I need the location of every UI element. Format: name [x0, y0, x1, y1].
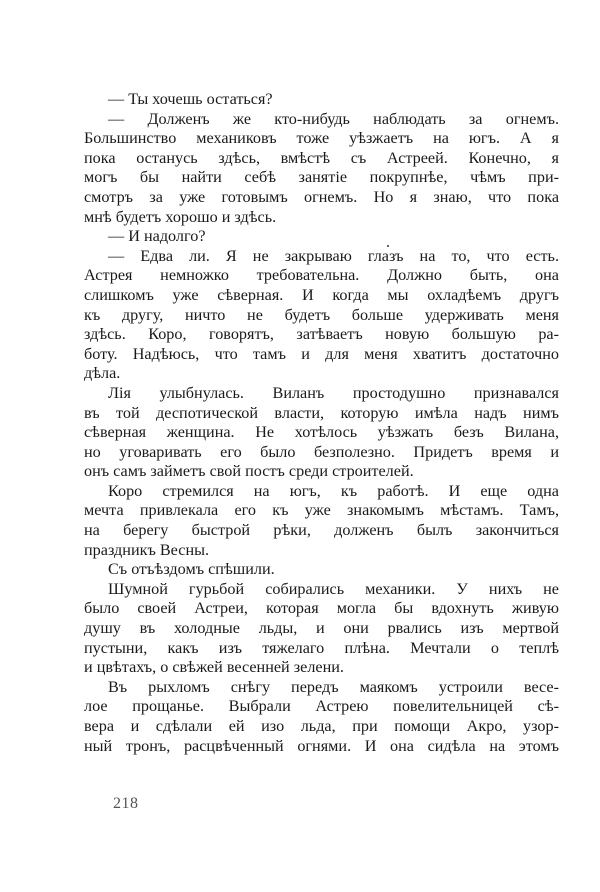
text-line: пустыни, какъ изъ тяжелаго плѣна. Мечтали о теплѣ: [84, 638, 559, 657]
text-line: вера и сдѣлали ей изо льда, при помощи Акро, узор-: [84, 717, 559, 735]
text-line: но уговаривать его было безполезно. Придетъ время и: [84, 442, 559, 461]
text-line: Большинство механиковъ тоже уѣзжаетъ на югъ. А я: [84, 129, 559, 148]
text-line: дѣла.: [84, 364, 121, 383]
text-line: Лія улыбнулась. Виланъ простодушно признавался: [108, 383, 559, 402]
text-line: и цвѣтахъ, о свѣжей весенней зелени.: [84, 658, 344, 677]
text-line: въ той деспотической власти, которую имѣла надъ нимъ: [84, 403, 559, 422]
text-line: смотръ за уже готовымъ огнемъ. Но я знаю, что пока: [84, 187, 559, 206]
page-number: 218: [113, 795, 139, 812]
text-line: — И надолго?: [108, 227, 206, 246]
text-line: — Долженъ же кто-нибудь наблюдать за огнемъ.: [108, 109, 559, 128]
text-line: праздникъ Весны.: [84, 540, 210, 559]
text-line: было своей Астреи, которая могла бы вдохнуть живую: [84, 599, 559, 618]
text-line: лое прощанье. Выбрали Астрею повелительницей сѣ-: [84, 697, 559, 716]
text-line: мечта привлекала его къ уже знакомымъ мѣстамъ. Тамъ,: [84, 501, 559, 520]
text-line: Шумной гурьбой собирались механики. У нихъ не: [108, 579, 559, 598]
text-line: — Ты хочешь остаться?: [108, 90, 273, 108]
body-text: [84, 90, 559, 756]
text-line: къ другу, ничто не будетъ больше удерживать меня: [84, 305, 559, 324]
text-line: могъ бы найти себѣ занятіе покрупнѣе, чѣмъ при-: [84, 168, 559, 187]
text-line: пока останусь здѣсь, вмѣстѣ съ Астреей. Конечно, я: [84, 148, 559, 167]
text-line: боту. Надѣюсь, что тамъ и для меня хватитъ достаточно: [84, 344, 559, 363]
text-line: мнѣ будетъ хорошо и здѣсь.: [84, 207, 277, 226]
text-line: слишкомъ уже сѣверная. И когда мы охладѣемъ другъ: [84, 285, 559, 304]
text-line: здѣсь. Коро, говорятъ, затѣваетъ новую большую ра-: [84, 325, 559, 344]
text-line: онъ самъ займетъ свой постъ среди строителей.: [84, 462, 414, 481]
text-line: Въ рыхломъ снѣгу передъ маякомъ устроили весе-: [108, 677, 559, 696]
text-line: сѣверная женщина. Не хотѣлось уѣзжать безъ Вилана,: [84, 423, 559, 442]
text-line: Коро стремился на югъ, къ работѣ. И еще одна: [108, 481, 559, 500]
text-line: — Едва ли. Я не закрываю глазъ на то, что есть.: [108, 246, 559, 265]
print-speck: [387, 245, 389, 247]
text-line: Съ отъѣздомъ спѣшили.: [108, 560, 275, 579]
text-line: на берегу быстрой рѣки, долженъ былъ закончиться: [84, 521, 559, 540]
text-line: Астрея немножко требовательна. Должно быть, она: [84, 266, 559, 285]
text-line: душу въ холодные льды, и они рвались изъ мертвой: [84, 619, 559, 638]
text-line: ный тронъ, расцвѣченный огнями. И она сидѣла на этомъ: [84, 736, 559, 755]
